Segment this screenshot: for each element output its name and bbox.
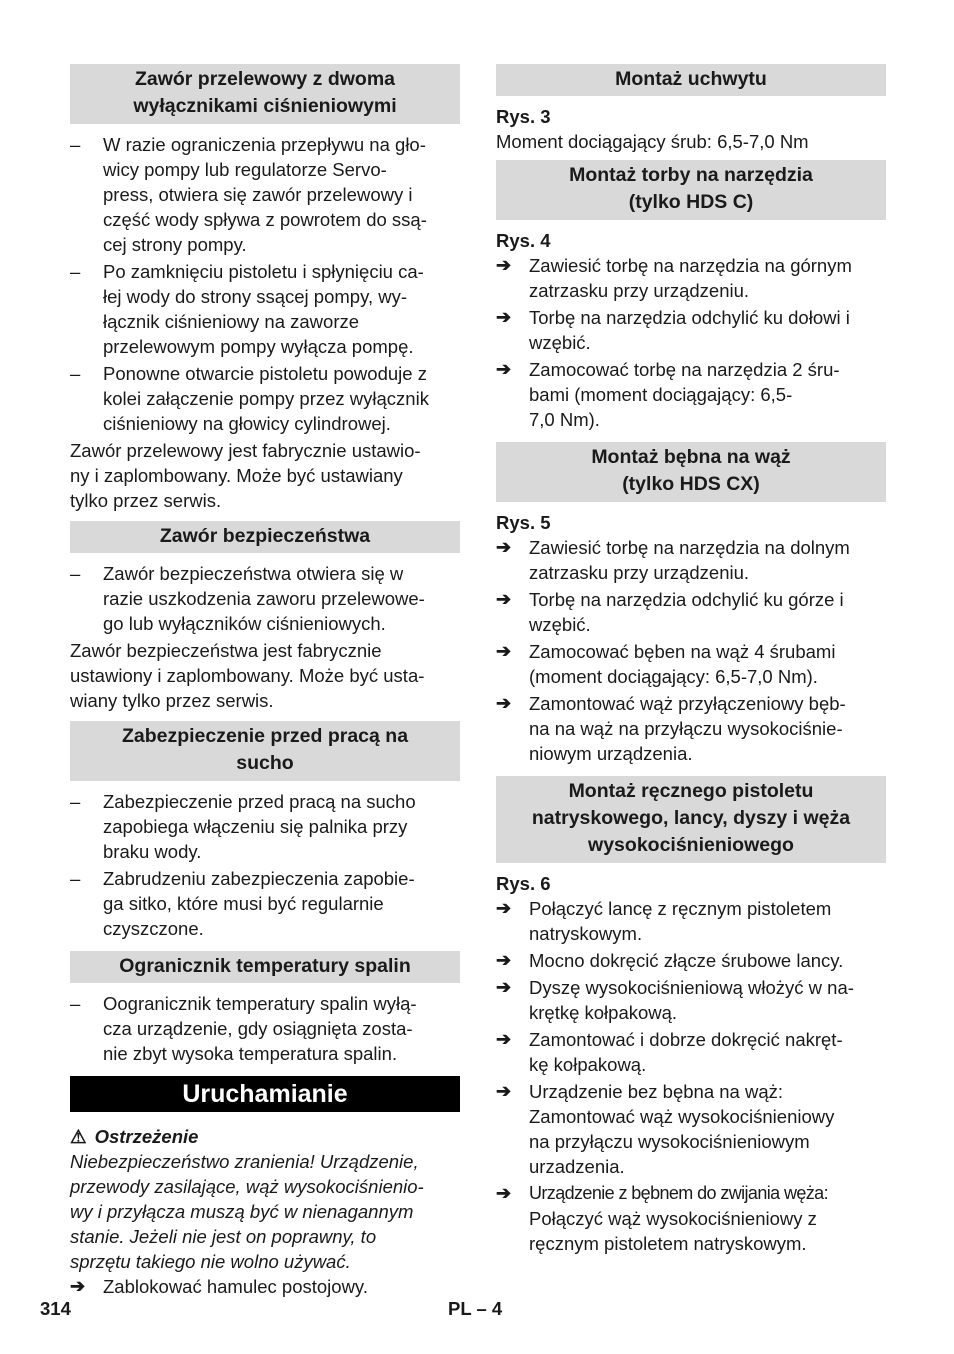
line: Zabezpieczenie przed pracą na sucho — [103, 791, 416, 812]
section-heading-overflow-valve — [70, 64, 460, 124]
line: wzębić. — [529, 614, 591, 635]
line: zapobiega włączeniu się palnika przy — [103, 816, 408, 837]
heading-line: (tylko HDS CX) — [622, 473, 760, 495]
line: Ponowne otwarcie pistoletu powoduje z — [103, 363, 427, 384]
dash-marker: – — [70, 363, 81, 384]
spray-gun-steps — [496, 896, 886, 1256]
page-number: 314 — [40, 1298, 71, 1319]
figure-ref: Rys. 4 — [496, 230, 551, 251]
dash-marker: – — [70, 134, 81, 155]
section-heading-hose-reel — [496, 442, 886, 502]
line: nie zbyt wysoka temperatura spalin. — [103, 1043, 398, 1064]
hose-reel-steps — [496, 535, 886, 766]
line: kolei załączenie pompy przez wyłącznik — [103, 388, 429, 409]
heading-line: (tylko HDS C) — [628, 191, 754, 213]
line: W razie ograniczenia przepływu na gło- — [103, 134, 426, 155]
list-item — [496, 587, 886, 637]
arrow-right-icon: ➔ — [496, 255, 512, 275]
line: Zabrudzeniu zabezpieczenia zapobie- — [103, 868, 415, 889]
language-code: PL — [448, 1298, 472, 1319]
page-footer-lang — [448, 1298, 502, 1320]
line: Zamontować wąż wysokociśnieniowy — [529, 1106, 835, 1127]
arrow-right-icon: ➔ — [496, 977, 512, 997]
line: Mocno dokręcić złącze śrubowe lancy. — [529, 950, 844, 971]
figure-ref: Rys. 5 — [496, 512, 551, 533]
heading-line: Zawór przelewowy z dwoma — [134, 68, 396, 90]
dash-marker: – — [70, 261, 81, 282]
list-item — [496, 896, 886, 946]
list-item — [70, 361, 460, 436]
line: natryskowym. — [529, 923, 643, 944]
line: kę kołpakową. — [529, 1054, 647, 1075]
dry-run-list — [70, 789, 460, 941]
left-column — [70, 64, 460, 1301]
line: (moment dociągający: 6,5-7,0 Nm). — [529, 666, 818, 687]
list-item — [496, 253, 886, 303]
list-item — [70, 259, 460, 359]
line: łącznik ciśnieniowy na zaworze — [103, 311, 360, 332]
line: Zamontować i dobrze dokręcić nakręt- — [529, 1029, 843, 1050]
list-item — [496, 691, 886, 766]
line: Połączyć lancę z ręcznym pistoletem — [529, 898, 832, 919]
arrow-right-icon: ➔ — [496, 359, 512, 379]
line: zatrzasku przy urządzeniu. — [529, 280, 750, 301]
line: Zawiesić torbę na narzędzia na górnym — [529, 255, 852, 276]
tool-bag-steps — [496, 253, 886, 432]
line: przewody zasilające, wąż wysokociśnienio- — [70, 1176, 424, 1197]
line: przelewowym pompy wyłącza pompę. — [103, 336, 414, 357]
line: 7,0 Nm). — [529, 409, 600, 430]
list-item — [70, 1274, 460, 1299]
line: zatrzasku przy urządzeniu. — [529, 562, 750, 583]
heading-line: Zabezpieczenie przed pracą na — [121, 725, 409, 747]
list-item — [70, 991, 460, 1066]
section-heading-tool-bag — [496, 160, 886, 220]
dash-marker: – — [70, 563, 81, 584]
line: cej strony pompy. — [103, 234, 247, 255]
line: razie uszkodzenia zaworu przelewowe- — [103, 588, 425, 609]
arrow-right-icon: ➔ — [496, 950, 512, 970]
line: Urządzenie z bębnem do zwijania węża: — [529, 1183, 828, 1203]
section-heading-handle-mounting: Montaż uchwytu — [496, 64, 886, 96]
section-heading-spray-gun-mounting — [496, 776, 886, 863]
torque-text: Moment dociągający śrub: 6,5-7,0 Nm — [496, 131, 809, 152]
line: wzębić. — [529, 332, 591, 353]
line: Zamocować torbę na narzędzia 2 śru- — [529, 359, 840, 380]
arrow-right-icon: ➔ — [496, 898, 512, 918]
line: cza urządzenie, gdy osiągnięta zosta- — [103, 1018, 413, 1039]
list-item — [70, 866, 460, 941]
list-item — [496, 535, 886, 585]
list-item — [496, 975, 886, 1025]
line: Niebezpieczeństwo zranienia! Urządzenie, — [70, 1151, 419, 1172]
list-item — [496, 1181, 886, 1256]
list-item — [496, 1079, 886, 1179]
line: braku wody. — [103, 841, 202, 862]
arrow-right-icon: ➔ — [70, 1276, 86, 1296]
line: krętkę kołpakową. — [529, 1002, 678, 1023]
line: Oogranicznik temperatury spalin wyłą- — [103, 993, 417, 1014]
arrow-right-icon: ➔ — [496, 307, 512, 327]
overflow-valve-list — [70, 132, 460, 436]
heading-line: wysokociśnieniowego — [588, 834, 794, 856]
warning-text — [70, 1149, 460, 1274]
line: łej wody do strony ssącej pompy, wy- — [103, 286, 407, 307]
overflow-valve-note — [70, 438, 460, 513]
line: Zawór bezpieczeństwa otwiera się w — [103, 563, 404, 584]
line: Torbę na narzędzia odchylić ku dołowi i — [529, 307, 850, 328]
line: na na wąż na przyłączu wysokociśnie- — [529, 718, 843, 739]
line: Zablokować hamulec postojowy. — [103, 1276, 368, 1297]
line: Zawór bezpieczeństwa jest fabrycznie — [70, 640, 382, 661]
safety-valve-note — [70, 638, 460, 713]
line: stanie. Jeżeli nie jest on poprawny, to — [70, 1226, 377, 1247]
section-heading-dry-run-protection — [70, 721, 460, 781]
figure-ref: Rys. 6 — [496, 873, 551, 894]
list-item — [70, 561, 460, 636]
line: czyszczone. — [103, 918, 204, 939]
warning-triangle-icon: ⚠ — [70, 1126, 87, 1147]
heading-line: sucho — [236, 752, 294, 774]
line: na przyłączu wysokociśnieniowym — [529, 1131, 810, 1152]
line: sprzętu takiego nie wolno używać. — [70, 1251, 351, 1272]
heading-line: Montaż torby na narzędzia — [569, 164, 813, 186]
line: ręcznym pistoletem natryskowym. — [529, 1233, 807, 1254]
main-heading-start-up: Uruchamianie — [70, 1076, 460, 1112]
section-number: – 4 — [476, 1298, 503, 1319]
right-column — [496, 64, 886, 1258]
dash-marker: – — [70, 993, 81, 1014]
line: Zamocować bęben na wąż 4 śrubami — [529, 641, 836, 662]
arrow-right-icon: ➔ — [496, 589, 512, 609]
line: tylko przez serwis. — [70, 490, 222, 511]
dash-marker: – — [70, 868, 81, 889]
line: urzadzenia. — [529, 1156, 625, 1177]
section-heading-exhaust-temp-limiter: Ogranicznik temperatury spalin — [70, 951, 460, 983]
list-item — [496, 948, 886, 973]
arrow-right-icon: ➔ — [496, 693, 512, 713]
warning-title — [70, 1124, 460, 1149]
line: wicy pompy lub regulatorze Servo- — [103, 159, 387, 180]
list-item — [70, 789, 460, 864]
line: niowym urządzenia. — [529, 743, 693, 764]
line: Dyszę wysokociśnieniową włożyć w na- — [529, 977, 854, 998]
line: ustawiony i zaplombowany. Może być usta- — [70, 665, 425, 686]
list-item — [496, 357, 886, 432]
line: wiany tylko przez serwis. — [70, 690, 274, 711]
arrow-right-icon: ➔ — [496, 1029, 512, 1049]
heading-line: Montaż ręcznego pistoletu — [568, 780, 814, 802]
line: bami (moment dociągający: 6,5- — [529, 384, 793, 405]
line: go lub wyłączników ciśnieniowych. — [103, 613, 386, 634]
line: Po zamknięciu pistoletu i spłynięciu ca- — [103, 261, 424, 282]
line: Urządzenie bez bębna na wąż: — [529, 1081, 784, 1102]
section-heading-safety-valve: Zawór bezpieczeństwa — [70, 521, 460, 553]
arrow-right-icon: ➔ — [496, 537, 512, 557]
line: ny i zaplombowany. Może być ustawiany — [70, 465, 403, 486]
exhaust-temp-list — [70, 991, 460, 1066]
line: Torbę na narzędzia odchylić ku górze i — [529, 589, 844, 610]
heading-line: natryskowego, lancy, dyszy i węża — [531, 807, 851, 829]
line: ciśnieniowy na głowicy cylindrowej. — [103, 413, 391, 434]
line: Zawór przelewowy jest fabrycznie ustawio- — [70, 440, 421, 461]
line: wy i przyłącza muszą być w nienagannym — [70, 1201, 414, 1222]
warning-label: Ostrzeżenie — [94, 1126, 199, 1147]
arrow-right-icon: ➔ — [496, 641, 512, 661]
heading-line: Montaż bębna na wąż — [591, 446, 791, 468]
arrow-right-icon: ➔ — [496, 1183, 512, 1203]
line: Zawiesić torbę na narzędzia na dolnym — [529, 537, 850, 558]
list-item — [496, 1027, 886, 1077]
heading-line: wyłącznikami ciśnieniowymi — [133, 95, 397, 117]
list-item — [496, 639, 886, 689]
line: press, otwiera się zawór przelewowy i — [103, 184, 413, 205]
dash-marker: – — [70, 791, 81, 812]
list-item — [496, 305, 886, 355]
warning-action-list — [70, 1274, 460, 1299]
line: ga sitko, które musi być regularnie — [103, 893, 384, 914]
safety-valve-list — [70, 561, 460, 636]
line: Zamontować wąż przyłączeniowy bęb- — [529, 693, 846, 714]
line: część wody spływa z powrotem do ssą- — [103, 209, 427, 230]
line: Połączyć wąż wysokociśnieniowy z — [529, 1208, 817, 1229]
arrow-right-icon: ➔ — [496, 1081, 512, 1101]
figure-ref: Rys. 3 — [496, 106, 551, 127]
list-item — [70, 132, 460, 257]
